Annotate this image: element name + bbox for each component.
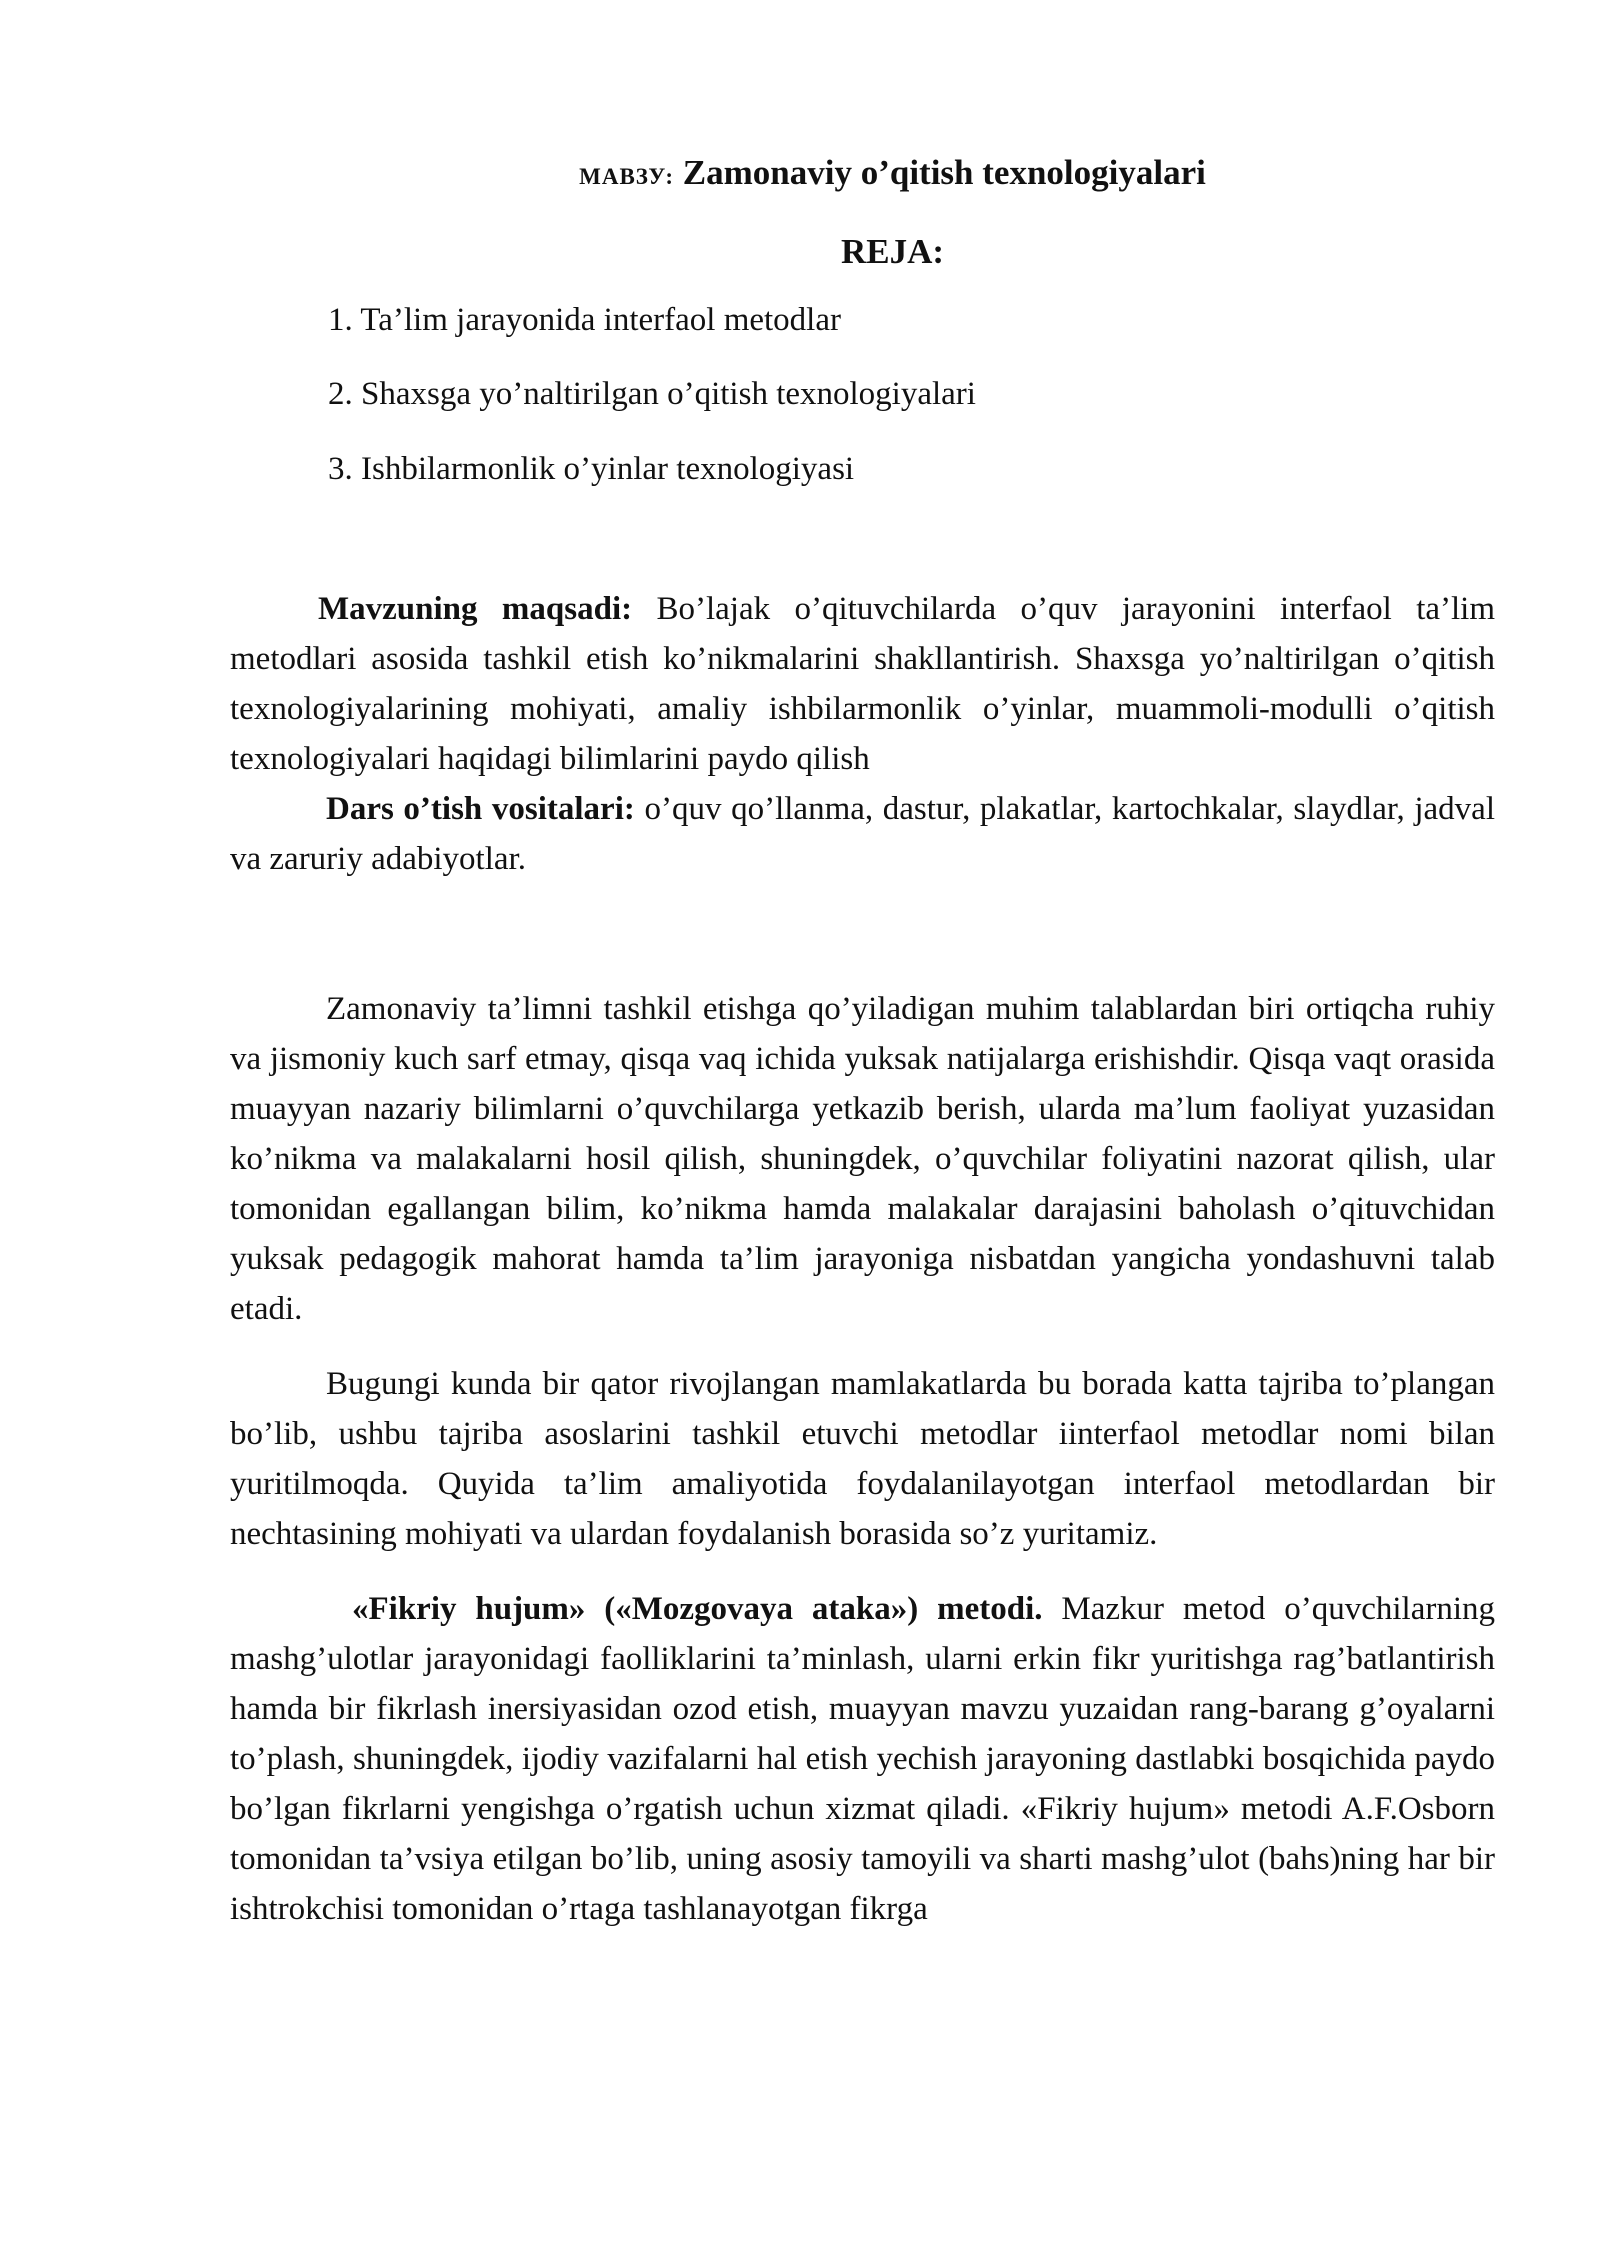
plan-list — [230, 302, 1495, 487]
method-text: Mazkur metod o’quvchilarning mashg’ulotlar jarayonidagi faolliklarini ta’minlash, ularni erkin fikr yuritishga rag’batlantirish hamda bir fikrlash inersiyasidan ozod etish, muayyan mavzu yuzaidan rang-barang g’oyalarni to’plash, shuningdek, ijodiy vazifalarni hal etish yechish jarayoning dastlabki bosqichida paydo bo’lgan fikrlarni yengishga o’rgatish uchun xizmat qiladi. «Fikriy hujum» metodi A.F.Osborn tomonidan ta’vsiya etilgan bo’lib, uning asosiy tamoyili va sharti mashg’ulot (bahs)ning har bir ishtrokchisi tomonidan o’rtaga tashlanayotgan fikrga — [230, 1590, 1496, 1927]
tools-text: o’quv qo’llanma, dastur, plakatlar, kartochkalar, slaydlar, jadval va zaruriy adabiyotlar. — [230, 790, 1495, 877]
goal-text: Bo’lajak o’qituvchilarda o’quv jarayonini interfaol ta’lim metodlari asosida tashkil etish ko’nikmalarini shakllantirish. Shaxsga yo’naltirilgan o’qitish texnologiyalarining mohiyati, amaliy ishbilarmonlik o’yinlar, muammoli-modulli o’qitish texnologiyalari haqidagi bilimlarini paydo qilish — [230, 590, 1496, 777]
body-paragraph-3 — [230, 1584, 1495, 1934]
plan-heading: REJA: — [840, 232, 945, 271]
body-paragraph-1: Zamonaviy ta’limni tashkil etishga qo’yiladigan muhim talablardan biri ortiqcha ruhiy va jismoniy kuch sarf etmay, qisqa vaq ichida yuksak natijalarga erishishdir. Qisqa vaqt orasida muayyan nazariy bilimlarni o’quvchilarga yetkazib berish, ularda ma’lum faoliyat yuzasidan ko’nikma va malakalarni hosil qilish, shuningdek, o’quvchilar foliyatini nazorat qilish, ular tomonidan egallangan bilim, ko’nikma hamda malakalar darajasini baholash o’qituvchidan yuksak pedagogik mahorat hamda ta’lim jarayoniga nisbatdan yangicha yondashuvni talab etadi. — [230, 990, 1495, 1327]
goal-label: Mavzuning maqsadi: — [318, 590, 633, 627]
plan-item: 2. Shaxsga yo’naltirilgan o’qitish texnologiyalari — [328, 376, 976, 413]
method-title: «Fikriy hujum» («Mozgovaya ataka») metodi. — [352, 1590, 1043, 1627]
document-page — [230, 145, 1495, 1934]
body-paragraph-2: Bugungi kunda bir qator rivojlangan mamlakatlarda bu borada katta tajriba to’plangan bo’lib, ushbu tajriba asoslarini tashkil etuvchi metodlar iinterfaol metodlar nomi bilan yuritilmoqda. Quyida ta’lim amaliyotida foydalanilayotgan interfaol metodlardan bir nechtasining mohiyati va ulardan foydalanish borasida so’z yuritamiz. — [230, 1365, 1495, 1552]
topic-title — [230, 155, 1495, 190]
goal-paragraph — [230, 584, 1495, 784]
tools-label: Dars o’tish vositalari: — [326, 790, 635, 827]
topic-text: Zamonaviy o’qitish texnologiyalari — [682, 153, 1206, 192]
topic-label: МАВЗУ: — [579, 164, 675, 189]
plan-item: 1. Ta’lim jarayonida interfaol metodlar — [328, 302, 841, 338]
tools-paragraph — [230, 784, 1495, 884]
plan-item: 3. Ishbilarmonlik o’yinlar texnologiyasi — [328, 450, 855, 487]
